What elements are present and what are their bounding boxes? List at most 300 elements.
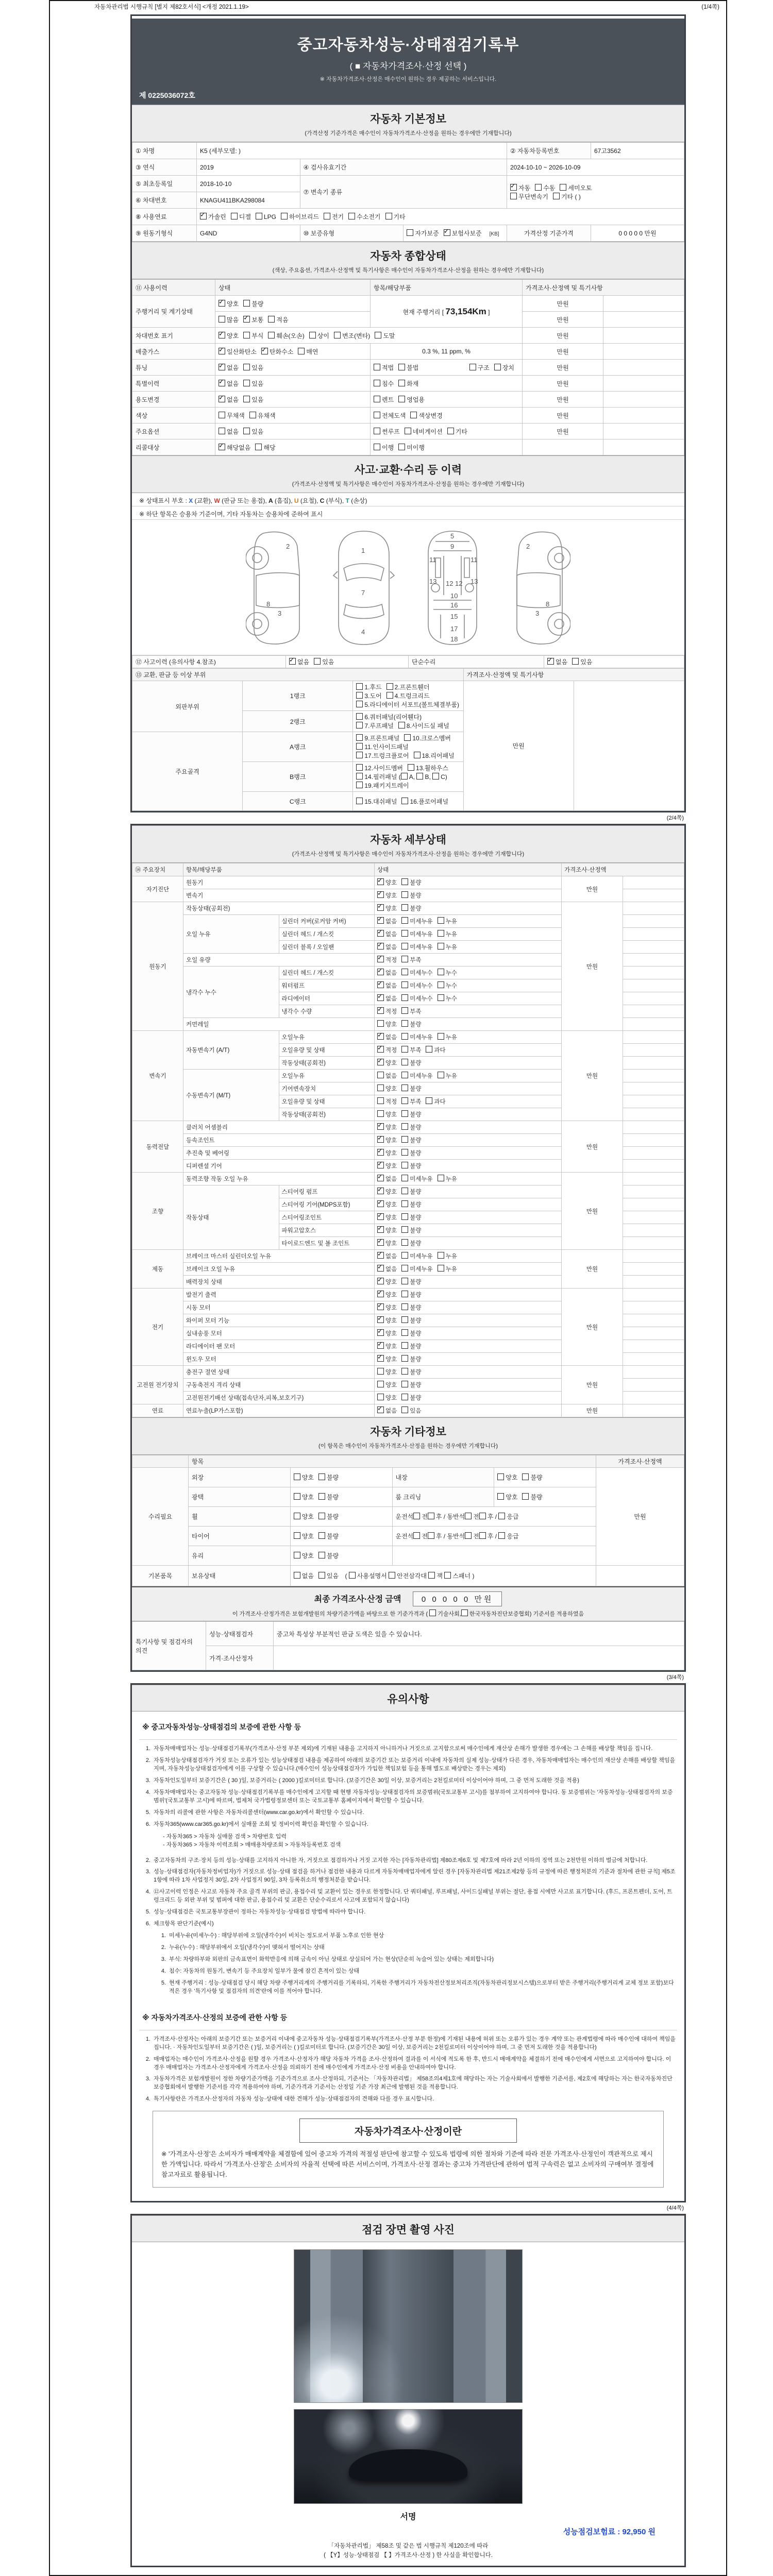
checkbox-option[interactable] xyxy=(318,1493,339,1501)
checkbox-option[interactable] xyxy=(560,183,592,192)
checkbox[interactable] xyxy=(494,364,501,370)
checkbox-option[interactable] xyxy=(401,1097,421,1106)
checkbox[interactable] xyxy=(374,444,380,450)
checkbox[interactable] xyxy=(249,412,256,418)
checkbox-option[interactable] xyxy=(318,1571,339,1580)
checkbox-option[interactable] xyxy=(401,1265,432,1273)
checkbox-option[interactable] xyxy=(401,904,421,912)
checkbox-checked[interactable] xyxy=(377,1059,384,1065)
checkbox-option[interactable] xyxy=(438,917,457,925)
checkbox-option[interactable] xyxy=(294,1551,314,1560)
checkbox-option[interactable] xyxy=(377,1355,397,1363)
checkbox[interactable] xyxy=(401,1136,408,1143)
checkbox-option[interactable] xyxy=(377,943,397,951)
checkbox-checked[interactable] xyxy=(377,1329,384,1336)
checkbox-option[interactable] xyxy=(243,331,263,340)
checkbox-option[interactable] xyxy=(522,1493,542,1501)
checkbox-option[interactable] xyxy=(356,700,459,709)
checkbox-option[interactable] xyxy=(401,956,421,964)
checkbox-option[interactable] xyxy=(377,1239,397,1247)
checkbox-option[interactable] xyxy=(219,315,239,324)
checkbox[interactable] xyxy=(401,1059,408,1065)
checkbox[interactable] xyxy=(377,1110,384,1117)
checkbox-option[interactable] xyxy=(401,1252,432,1260)
checkbox-option[interactable] xyxy=(231,212,251,221)
checkbox[interactable] xyxy=(374,428,380,434)
checkbox[interactable] xyxy=(401,1213,408,1220)
checkbox-option[interactable] xyxy=(318,1473,339,1482)
checkbox-option[interactable] xyxy=(469,363,490,372)
checkbox-option[interactable] xyxy=(401,917,432,925)
checkbox-option[interactable] xyxy=(375,331,395,340)
checkbox[interactable] xyxy=(356,683,363,690)
checkbox[interactable] xyxy=(356,692,363,699)
checkbox[interactable] xyxy=(438,930,444,937)
checkbox-option[interactable] xyxy=(401,1381,421,1389)
checkbox[interactable] xyxy=(438,969,444,975)
checkbox[interactable] xyxy=(398,722,405,728)
checkbox-option[interactable] xyxy=(377,994,397,1003)
checkbox-option[interactable] xyxy=(438,1252,457,1260)
checkbox[interactable] xyxy=(510,193,517,199)
checkbox-option[interactable] xyxy=(219,411,245,420)
checkbox-option[interactable] xyxy=(535,183,555,192)
checkbox-checked[interactable] xyxy=(377,1252,384,1259)
checkbox-option[interactable] xyxy=(255,443,275,452)
checkbox-option[interactable] xyxy=(404,734,451,742)
checkbox-option[interactable] xyxy=(219,395,239,404)
checkbox-option[interactable] xyxy=(374,411,406,420)
checkbox-option[interactable] xyxy=(377,1020,397,1028)
checkbox-option[interactable] xyxy=(401,1162,421,1170)
checkbox-option[interactable] xyxy=(401,1188,421,1196)
checkbox-checked[interactable] xyxy=(219,364,225,370)
checkbox-option[interactable] xyxy=(426,1046,445,1054)
checkbox-option[interactable] xyxy=(377,1188,397,1196)
checkbox[interactable] xyxy=(413,1532,420,1539)
checkbox-option[interactable] xyxy=(401,943,432,951)
checkbox-checked[interactable] xyxy=(377,1200,384,1207)
checkbox-option[interactable] xyxy=(377,1175,397,1183)
checkbox-checked[interactable] xyxy=(444,229,450,236)
checkbox[interactable] xyxy=(356,722,363,728)
checkbox-checked[interactable] xyxy=(377,1342,384,1349)
checkbox-option[interactable] xyxy=(438,994,457,1003)
checkbox[interactable] xyxy=(377,1072,384,1078)
checkbox-option[interactable] xyxy=(398,363,418,372)
checkbox-checked[interactable] xyxy=(377,1355,384,1362)
checkbox[interactable] xyxy=(401,1123,408,1130)
checkbox-option[interactable] xyxy=(356,772,447,781)
checkbox[interactable] xyxy=(401,1355,408,1362)
checkbox-checked[interactable] xyxy=(289,658,296,665)
checkbox-option[interactable] xyxy=(401,1368,421,1376)
checkbox[interactable] xyxy=(374,364,380,370)
checkbox-option[interactable] xyxy=(377,891,397,900)
checkbox-option[interactable] xyxy=(377,1033,397,1041)
checkbox[interactable] xyxy=(374,380,380,386)
checkbox-option[interactable] xyxy=(377,930,397,938)
checkbox-option[interactable] xyxy=(243,315,263,324)
checkbox-option[interactable] xyxy=(497,1493,517,1501)
checkbox-option[interactable] xyxy=(374,443,394,452)
checkbox-checked[interactable] xyxy=(377,1265,384,1272)
checkbox[interactable] xyxy=(243,300,250,307)
checkbox-checked[interactable] xyxy=(377,1213,384,1220)
checkbox[interactable] xyxy=(281,213,288,219)
checkbox-option[interactable] xyxy=(547,657,567,666)
checkbox-checked[interactable] xyxy=(377,1162,384,1168)
checkbox[interactable] xyxy=(560,184,566,191)
checkbox-checked[interactable] xyxy=(219,332,225,338)
checkbox-checked[interactable] xyxy=(377,1239,384,1246)
checkbox[interactable] xyxy=(401,943,408,950)
checkbox[interactable] xyxy=(398,364,405,370)
checkbox-option[interactable] xyxy=(426,1097,445,1106)
checkbox[interactable] xyxy=(219,412,225,418)
checkbox-checked[interactable] xyxy=(377,981,384,988)
checkbox-option[interactable] xyxy=(401,1033,432,1041)
checkbox-option[interactable] xyxy=(219,299,239,308)
checkbox-option[interactable] xyxy=(377,1084,397,1093)
checkbox[interactable] xyxy=(408,764,414,771)
checkbox-option[interactable] xyxy=(438,969,457,977)
checkbox[interactable] xyxy=(428,1513,434,1519)
checkbox-option[interactable] xyxy=(243,363,263,372)
checkbox[interactable] xyxy=(438,1072,444,1078)
checkbox-checked[interactable] xyxy=(219,380,225,386)
checkbox[interactable] xyxy=(356,798,363,804)
checkbox-option[interactable] xyxy=(200,212,226,221)
checkbox[interactable] xyxy=(268,316,275,323)
checkbox[interactable] xyxy=(377,1381,384,1387)
checkbox-option[interactable] xyxy=(294,1473,314,1482)
checkbox-option[interactable] xyxy=(318,1512,339,1521)
checkbox[interactable] xyxy=(401,917,408,924)
checkbox-option[interactable] xyxy=(356,781,409,790)
checkbox[interactable] xyxy=(465,1513,472,1519)
checkbox-checked[interactable] xyxy=(200,213,207,219)
checkbox-option[interactable] xyxy=(401,1355,421,1363)
checkbox-checked[interactable] xyxy=(377,1188,384,1194)
checkbox-option[interactable] xyxy=(494,363,514,372)
checkbox[interactable] xyxy=(401,1110,408,1117)
checkbox[interactable] xyxy=(401,1007,408,1014)
checkbox[interactable] xyxy=(401,1291,408,1297)
checkbox-option[interactable] xyxy=(377,1136,397,1144)
checkbox-checked[interactable] xyxy=(219,396,225,402)
checkbox[interactable] xyxy=(219,316,225,323)
checkbox[interactable] xyxy=(243,396,250,402)
checkbox-option[interactable] xyxy=(356,797,397,806)
checkbox[interactable] xyxy=(522,1473,529,1480)
checkbox-checked[interactable] xyxy=(377,1406,384,1413)
checkbox-option[interactable] xyxy=(401,930,432,938)
checkbox-option[interactable] xyxy=(294,1532,314,1540)
checkbox-option[interactable] xyxy=(401,969,432,977)
checkbox[interactable] xyxy=(401,1303,408,1310)
checkbox-option[interactable] xyxy=(398,443,425,452)
checkbox-option[interactable] xyxy=(334,331,370,340)
checkbox[interactable] xyxy=(428,1572,435,1579)
checkbox-option[interactable] xyxy=(356,734,399,742)
checkbox[interactable] xyxy=(377,1097,384,1104)
checkbox[interactable] xyxy=(401,1342,408,1349)
checkbox-option[interactable] xyxy=(401,1200,421,1209)
checkbox-checked[interactable] xyxy=(377,1226,384,1233)
checkbox[interactable] xyxy=(375,332,381,338)
checkbox[interactable] xyxy=(414,752,421,758)
checkbox-option[interactable] xyxy=(377,1291,397,1299)
checkbox-option[interactable] xyxy=(401,1046,421,1054)
checkbox-checked[interactable] xyxy=(377,994,384,1001)
checkbox[interactable] xyxy=(374,412,380,418)
checkbox-checked[interactable] xyxy=(219,300,225,307)
checkbox-option[interactable] xyxy=(405,427,443,436)
checkbox-option[interactable] xyxy=(377,1303,397,1312)
checkbox-checked[interactable] xyxy=(261,348,268,354)
checkbox-option[interactable] xyxy=(309,331,329,340)
checkbox[interactable] xyxy=(401,981,408,988)
checkbox[interactable] xyxy=(318,1532,325,1539)
checkbox[interactable] xyxy=(318,1572,325,1579)
checkbox-option[interactable] xyxy=(401,1149,421,1157)
checkbox[interactable] xyxy=(356,773,363,779)
checkbox[interactable] xyxy=(438,1033,444,1040)
checkbox-option[interactable] xyxy=(377,1162,397,1170)
checkbox-option[interactable] xyxy=(401,1123,421,1131)
checkbox-option[interactable] xyxy=(356,713,422,721)
checkbox[interactable] xyxy=(377,1020,384,1027)
checkbox[interactable] xyxy=(348,213,355,219)
checkbox-checked[interactable] xyxy=(377,917,384,924)
checkbox-option[interactable] xyxy=(318,1532,339,1540)
checkbox-option[interactable] xyxy=(401,1072,432,1080)
checkbox[interactable] xyxy=(401,1226,408,1233)
checkbox-option[interactable] xyxy=(356,764,403,772)
checkbox-option[interactable] xyxy=(401,1110,421,1118)
checkbox[interactable] xyxy=(438,917,444,924)
checkbox-option[interactable] xyxy=(219,379,239,388)
checkbox-option[interactable] xyxy=(377,1406,397,1415)
checkbox-option[interactable] xyxy=(243,395,263,404)
checkbox[interactable] xyxy=(522,1493,529,1500)
checkbox-option[interactable] xyxy=(243,427,263,436)
checkbox-checked[interactable] xyxy=(547,658,554,665)
checkbox[interactable] xyxy=(356,782,363,788)
checkbox[interactable] xyxy=(243,380,250,386)
checkbox[interactable] xyxy=(498,1532,505,1539)
checkbox-checked[interactable] xyxy=(377,1291,384,1297)
checkbox[interactable] xyxy=(294,1513,300,1519)
checkbox[interactable] xyxy=(479,1513,486,1519)
checkbox[interactable] xyxy=(356,734,363,741)
checkbox[interactable] xyxy=(401,956,408,962)
checkbox[interactable] xyxy=(401,1239,408,1246)
checkbox[interactable] xyxy=(416,773,423,779)
checkbox[interactable] xyxy=(401,930,408,937)
checkbox-checked[interactable] xyxy=(377,943,384,950)
checkbox-option[interactable] xyxy=(407,229,439,238)
checkbox-option[interactable] xyxy=(401,1278,421,1286)
checkbox-checked[interactable] xyxy=(377,1149,384,1156)
checkbox[interactable] xyxy=(401,1381,408,1387)
checkbox-option[interactable] xyxy=(401,1213,421,1222)
checkbox-checked[interactable] xyxy=(377,1033,384,1040)
checkbox-option[interactable] xyxy=(377,1149,397,1157)
checkbox-option[interactable] xyxy=(356,721,393,730)
checkbox-option[interactable] xyxy=(294,1512,314,1521)
checkbox[interactable] xyxy=(401,1097,408,1104)
checkbox[interactable] xyxy=(398,444,405,450)
checkbox-option[interactable] xyxy=(377,878,397,887)
checkbox-option[interactable] xyxy=(401,1303,421,1312)
checkbox-checked[interactable] xyxy=(377,1046,384,1053)
checkbox[interactable] xyxy=(401,1265,408,1272)
checkbox[interactable] xyxy=(219,428,225,434)
checkbox-option[interactable] xyxy=(401,1175,432,1183)
checkbox[interactable] xyxy=(401,798,408,804)
checkbox[interactable] xyxy=(398,396,405,402)
checkbox[interactable] xyxy=(318,1493,325,1500)
checkbox-option[interactable] xyxy=(401,1226,421,1234)
checkbox-option[interactable] xyxy=(401,1342,421,1350)
checkbox[interactable] xyxy=(401,1252,408,1259)
checkbox[interactable] xyxy=(231,213,238,219)
checkbox-option[interactable] xyxy=(553,192,581,201)
checkbox-option[interactable] xyxy=(374,427,400,436)
checkbox[interactable] xyxy=(401,1188,408,1194)
checkbox[interactable] xyxy=(465,1532,472,1539)
checkbox-option[interactable] xyxy=(377,1110,397,1118)
checkbox-option[interactable] xyxy=(356,691,381,700)
checkbox[interactable] xyxy=(243,364,250,370)
checkbox-option[interactable] xyxy=(377,1200,397,1209)
checkbox[interactable] xyxy=(401,1020,408,1027)
checkbox[interactable] xyxy=(438,1265,444,1272)
checkbox-option[interactable] xyxy=(398,379,418,388)
checkbox[interactable] xyxy=(479,1532,486,1539)
checkbox[interactable] xyxy=(294,1552,300,1558)
checkbox-option[interactable] xyxy=(377,1123,397,1131)
checkbox-option[interactable] xyxy=(268,331,304,340)
checkbox[interactable] xyxy=(438,981,444,988)
checkbox-option[interactable] xyxy=(438,1072,457,1080)
checkbox[interactable] xyxy=(255,444,262,450)
checkbox[interactable] xyxy=(256,213,262,219)
checkbox-checked[interactable] xyxy=(377,891,384,898)
checkbox[interactable] xyxy=(461,1609,468,1616)
checkbox-option[interactable] xyxy=(374,379,394,388)
checkbox[interactable] xyxy=(243,428,250,434)
checkbox-option[interactable] xyxy=(219,427,239,436)
checkbox[interactable] xyxy=(401,773,408,779)
checkbox[interactable] xyxy=(438,994,444,1001)
checkbox-checked[interactable] xyxy=(377,969,384,975)
checkbox-option[interactable] xyxy=(401,1291,421,1299)
checkbox-option[interactable] xyxy=(377,969,397,977)
checkbox-option[interactable] xyxy=(377,904,397,912)
checkbox-option[interactable] xyxy=(268,315,288,324)
checkbox-option[interactable] xyxy=(377,1381,397,1389)
checkbox[interactable] xyxy=(401,1316,408,1323)
checkbox-option[interactable] xyxy=(572,657,592,666)
checkbox[interactable] xyxy=(401,1406,408,1413)
checkbox[interactable] xyxy=(401,1046,408,1053)
checkbox[interactable] xyxy=(401,1162,408,1168)
checkbox[interactable] xyxy=(447,428,454,434)
checkbox[interactable] xyxy=(429,1609,436,1616)
checkbox-option[interactable] xyxy=(377,1007,397,1015)
checkbox[interactable] xyxy=(438,943,444,950)
checkbox[interactable] xyxy=(410,412,417,418)
checkbox[interactable] xyxy=(497,1473,504,1480)
checkbox[interactable] xyxy=(401,994,408,1001)
checkbox[interactable] xyxy=(469,364,476,370)
checkbox-option[interactable] xyxy=(401,878,421,887)
checkbox-option[interactable] xyxy=(377,1368,397,1376)
checkbox[interactable] xyxy=(401,1368,408,1375)
checkbox-option[interactable] xyxy=(374,395,394,404)
checkbox-option[interactable] xyxy=(522,1473,542,1482)
checkbox-option[interactable] xyxy=(377,917,397,925)
checkbox-option[interactable] xyxy=(377,1394,397,1402)
checkbox[interactable] xyxy=(404,734,411,741)
checkbox-option[interactable] xyxy=(447,427,467,436)
checkbox-checked[interactable] xyxy=(219,348,225,354)
checkbox[interactable] xyxy=(401,1278,408,1284)
checkbox-checked[interactable] xyxy=(377,1136,384,1143)
checkbox[interactable] xyxy=(318,1552,325,1558)
checkbox-option[interactable] xyxy=(410,411,442,420)
checkbox-checked[interactable] xyxy=(377,904,384,911)
checkbox[interactable] xyxy=(324,213,330,219)
checkbox-option[interactable] xyxy=(377,1059,397,1067)
checkbox[interactable] xyxy=(298,348,305,354)
checkbox[interactable] xyxy=(377,1084,384,1091)
checkbox-option[interactable] xyxy=(398,721,449,730)
checkbox[interactable] xyxy=(294,1473,300,1480)
checkbox[interactable] xyxy=(407,229,413,236)
checkbox-option[interactable] xyxy=(219,331,239,340)
checkbox[interactable] xyxy=(294,1493,300,1500)
checkbox[interactable] xyxy=(401,1149,408,1156)
checkbox-option[interactable] xyxy=(377,1226,397,1234)
checkbox-option[interactable] xyxy=(510,183,530,192)
checkbox[interactable] xyxy=(401,1329,408,1336)
checkbox-option[interactable] xyxy=(377,1278,397,1286)
checkbox-checked[interactable] xyxy=(377,1007,384,1014)
checkbox-option[interactable] xyxy=(377,1252,397,1260)
checkbox[interactable] xyxy=(294,1532,300,1539)
checkbox[interactable] xyxy=(243,332,250,338)
checkbox-option[interactable] xyxy=(377,981,397,990)
checkbox[interactable] xyxy=(377,1368,384,1375)
checkbox-checked[interactable] xyxy=(377,1123,384,1130)
checkbox-option[interactable] xyxy=(298,347,318,356)
checkbox-option[interactable] xyxy=(386,691,430,700)
checkbox-option[interactable] xyxy=(356,683,381,691)
checkbox-option[interactable] xyxy=(377,1097,397,1106)
checkbox[interactable] xyxy=(405,428,411,434)
checkbox-option[interactable] xyxy=(377,1072,397,1080)
checkbox[interactable] xyxy=(386,692,393,699)
checkbox-option[interactable] xyxy=(438,981,457,990)
checkbox-option[interactable] xyxy=(438,1265,457,1273)
checkbox[interactable] xyxy=(356,752,363,758)
checkbox-option[interactable] xyxy=(401,1329,421,1337)
checkbox[interactable] xyxy=(398,380,405,386)
